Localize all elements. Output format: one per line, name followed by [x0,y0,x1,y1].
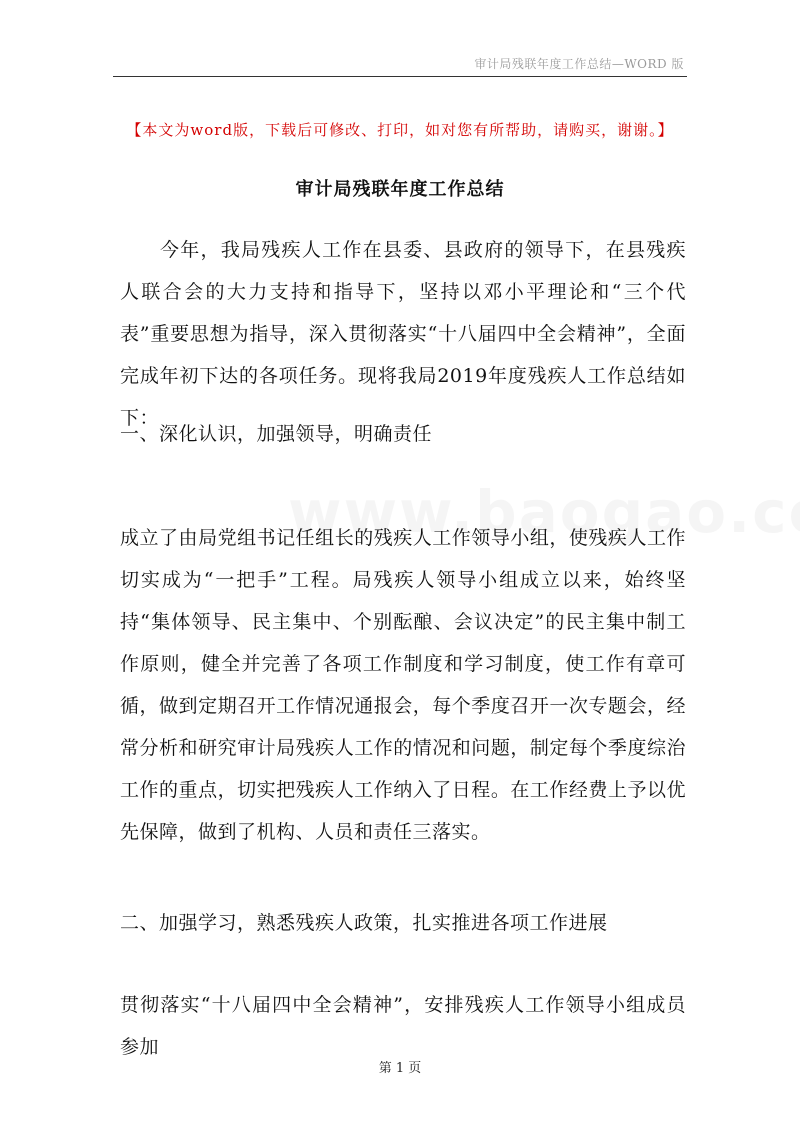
section-1-body: 成立了由局党组书记任组长的残疾人工作领导小组，使残疾人工作切实成为“一把手”工程。局残疾人领导小组成立以来，始终坚持“集体领导、民主集中、个别酝酿、会议决定”的民主集中制工作原则，健全并完善了各项工作制度和学习制度，使工作有章可循，做到定期召开工作情况通报会，每个季度召开一次专题会，经常分析和研究审计局残疾人工作的情况和问题，制定每个季度综治工作的重点，切实把残疾人工作纳入了日程。在工作经费上予以优先保障，做到了机构、人员和责任三落实。 [120,527,686,843]
intro-paragraph: 今年，我局残疾人工作在县委、县政府的领导下，在县残疾人联合会的大力支持和指导下，坚持以邓小平理论和“三个代表”重要思想为指导，深入贯彻落实“十八届四中全会精神”，全面完成年初下达的各项任务。现将我局2019年度残疾人工作总结如下： [120,239,686,429]
purchase-notice: 【本文为word版，下载后可修改、打印，如对您有所帮助，请购买，谢谢。】 [126,121,674,139]
running-header: 审计局残联年度工作总结—WORD 版 [474,57,684,71]
document-title: 审计局残联年度工作总结 [295,179,505,200]
page-number: 第 1 页 [378,1061,422,1076]
section-2-heading: 二、加强学习，熟悉残疾人政策，扎实推进各项工作进展 [120,912,608,934]
section-2-body: 贯彻落实“十八届四中全会精神”，安排残疾人工作领导小组成员参加 [120,994,686,1058]
header-divider [113,76,687,77]
section-1-heading: 一、深化认识，加强领导，明确责任 [120,423,433,445]
